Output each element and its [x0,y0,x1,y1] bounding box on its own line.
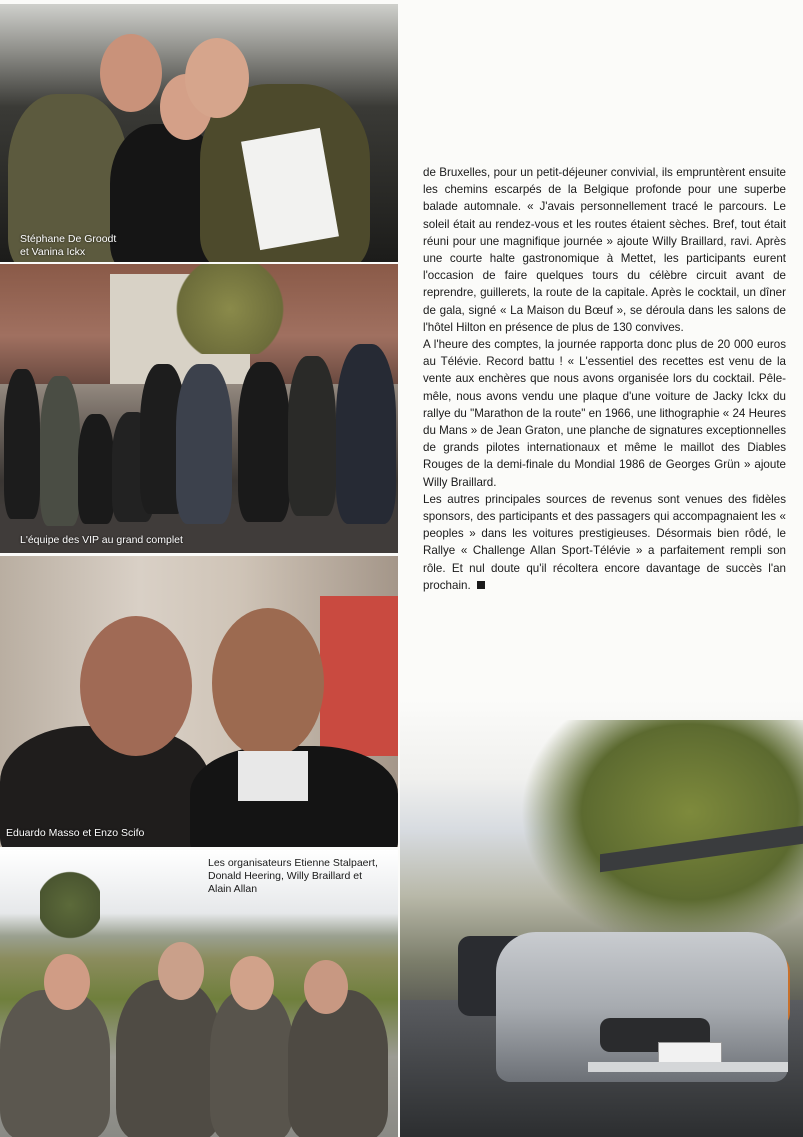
article-paragraph-text: Les autres principales sources de revenus sont venues des fidèles sponsors, des participants et des passagers qui accompagnaient les « peoples » dans les voitures prestigieuses. Désormais bien rôdé, le Rallye « Challenge Allan Sport-Télévie » a parfaitement rempli son rôle. Et nul doute qu'il récoltera encore davantage de succès l'an prochain. [423,492,786,592]
photo-masso-scifo [0,556,398,847]
photo-vip-team [0,264,398,553]
article-body [423,164,786,594]
article-paragraph-last [423,491,786,594]
end-of-article-mark [477,581,485,589]
photo-caption: Stéphane De Groodt et Vanina Ickx [20,233,117,258]
photo-caption: Les organisateurs Etienne Stalpaert, Donald Heering, Willy Braillard et Alain Allan [208,857,378,895]
photo-organisateurs [0,850,398,1137]
article-paragraph: A l'heure des comptes, la journée rapporta donc plus de 20 000 euros au Télévie. Record battu ! « L'essentiel des recettes est venu de la vente aux enchères que nous avons organisée lors du cocktail. Pêle-mêle, nous avons vendu une plaque d'une voiture de Jacky Ickx du rallye du "Marathon de la route" en 1966, une lithographie « 24 Heures du Mans » de Jean Graton, une planche de signatures exceptionnelles de grands pilotes internationaux et même le maillot des Diables Rouges de la demi-finale du Mondial 1986 de Georges Grün » ajoute Willy Braillard. [423,338,786,489]
photo-de-groodt-ickx [0,4,398,262]
photo-caption: L'équipe des VIP au grand complet [20,534,183,546]
photo-caption: Eduardo Masso et Enzo Scifo [6,827,145,839]
article-paragraph: de Bruxelles, pour un petit-déjeuner convivial, ils empruntèrent ensuite les chemins escarpés de la Belgique profonde pour une superbe balade automnale. « J'avais personnellement tracé le parcours. Le soleil était au rendez-vous et les routes étaient sèches. Bref, tout était réuni pour une magnifique journée » ajoute Willy Braillard, ravi. Après une courte halte gastronomique à Mettet, les participants eurent l'occasion de faire quelques tours du célèbre circuit avant de reprendre, guillerets, la route de la capitale. Après le cocktail, un dîner de gala, signé « La Maison du Bœuf », se déroula dans les salons de l'hôtel Hilton en présence de plus de 130 convives. [423,166,786,334]
photo-rally-cars [400,700,803,1137]
